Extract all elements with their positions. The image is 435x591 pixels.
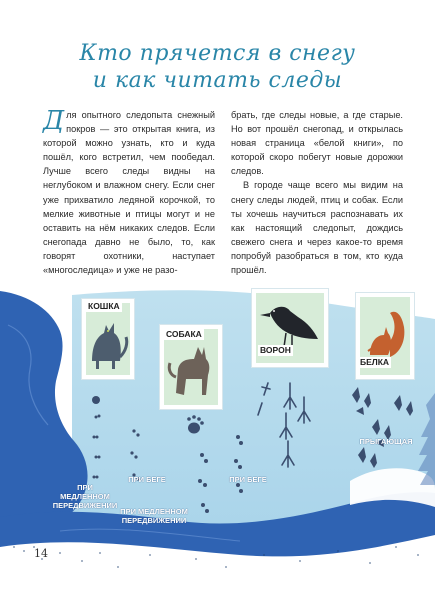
card-label-squirrel: БЕЛКА	[360, 357, 390, 367]
caption-slow-cat: ПРИ МЕДЛЕННОМ ПЕРЕДВИЖЕНИИ	[52, 483, 118, 510]
caption-run-dog: ПРИ БЕГЕ	[229, 475, 267, 484]
tracks-illustration	[0, 285, 435, 591]
text-column-right	[231, 108, 403, 277]
paragraph	[43, 108, 215, 277]
card-cat	[82, 299, 134, 379]
paragraph: В городе чаще всего мы видим на снегу следы людей, птиц и собак. Если ты хочешь научиться распознавать их как настоящий следопыт, дождись свежего снега и через какое-то время попробуй разобраться в том, кто куда прошёл.	[231, 180, 403, 276]
paragraph-text: ля опытного следопыта снежный покров — это открытая книга, из которой можно узнать, кто и куда пошёл, кого встретил, чем пообедал. Лучше всего следы видны на неглубоком и влажном снегу. Если снег уже прихватило ледяной корочкой, то мелкие животные и птицы могут и не оставить на нём никаких следов. Если снегопада давно не было, то, как говорят охотники, наступает «многоследица» и уже не разо-	[43, 110, 215, 276]
caption-slow-dog: ПРИ МЕДЛЕННОМ ПЕРЕДВИЖЕНИИ	[120, 507, 188, 525]
page-title	[0, 40, 435, 94]
caption-hopping: ПРЫГАЮЩАЯ	[359, 437, 413, 446]
dog-illustration	[164, 329, 218, 405]
text-column-left	[43, 108, 215, 277]
title-line-1: Кто прячется в снегу	[79, 41, 356, 66]
card-label-dog: СОБАКА	[166, 329, 202, 339]
card-squirrel	[356, 293, 414, 379]
title-line-2: и как читать следы	[92, 68, 343, 93]
paragraph: брать, где следы новые, а где старые. Но вот прошёл снегопад, и открылась новая страница «белой книги», по которой скоро побегут новые дорожки следов.	[231, 110, 403, 177]
drop-cap: Д	[43, 106, 65, 136]
caption-run-cat: ПРИ БЕГЕ	[128, 475, 166, 484]
cat-illustration	[86, 303, 130, 375]
page-number: 14	[34, 547, 48, 560]
card-label-crow: ВОРОН	[260, 345, 291, 355]
card-dog	[160, 325, 222, 409]
card-label-cat: КОШКА	[88, 301, 120, 311]
card-crow	[252, 289, 328, 367]
